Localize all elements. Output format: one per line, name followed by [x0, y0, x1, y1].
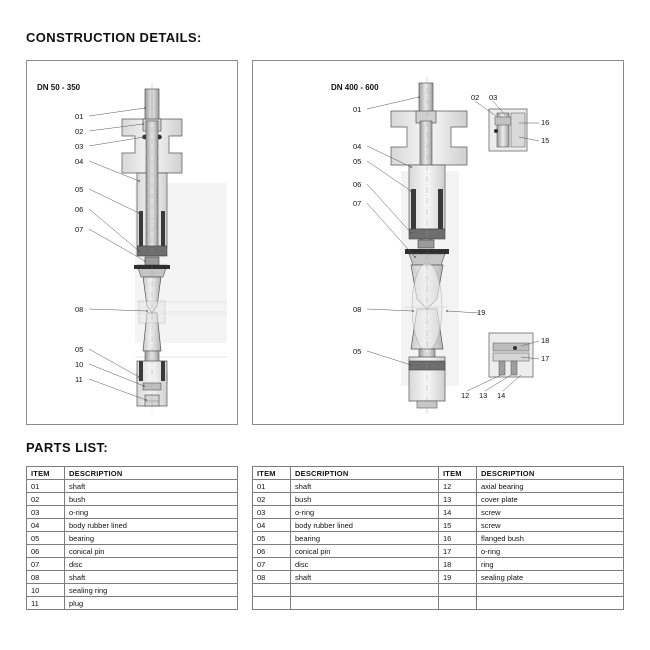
cell-item-1: 02: [253, 493, 291, 506]
cell-description-1: o-ring: [291, 506, 439, 519]
page-title-parts-list: PARTS LIST:: [26, 440, 109, 455]
table-row: [27, 493, 238, 506]
callout-left-07: 07: [75, 225, 84, 234]
cell-item: 02: [27, 493, 65, 506]
callout-right-06: 06: [353, 180, 362, 189]
cell-description-2: flanged bush: [477, 532, 624, 545]
table-row: [253, 532, 624, 545]
table-row: [27, 519, 238, 532]
table-row: [253, 480, 624, 493]
cell-description-1: [291, 584, 439, 597]
cell-description-1: body rubber lined: [291, 519, 439, 532]
callout-right-05-upper: 05: [353, 157, 362, 166]
cell-item: 08: [27, 571, 65, 584]
column-header-item-2: ITEM: [439, 467, 477, 480]
cell-item-2: [439, 597, 477, 610]
table-row: [253, 545, 624, 558]
callout-right-04: 04: [353, 142, 362, 151]
column-header-description-2: DESCRIPTION: [477, 467, 624, 480]
callout-right-08: 08: [353, 305, 362, 314]
cell-item-2: 12: [439, 480, 477, 493]
cell-description: bush: [65, 493, 238, 506]
cell-item: 05: [27, 532, 65, 545]
cell-description: body rubber lined: [65, 519, 238, 532]
cell-description-2: ring: [477, 558, 624, 571]
callout-left-08: 08: [75, 305, 84, 314]
column-header-description-1: DESCRIPTION: [291, 467, 439, 480]
table-row: [27, 506, 238, 519]
column-header-description: DESCRIPTION: [65, 467, 238, 480]
table-row: [27, 558, 238, 571]
valve-cross-section-dn50-350: [27, 61, 239, 426]
callout-right-19: 19: [477, 308, 486, 317]
callout-left-10: 10: [75, 360, 84, 369]
callout-right-02: 02: [471, 93, 480, 102]
table-row: [27, 545, 238, 558]
cell-item-2: 16: [439, 532, 477, 545]
table-row: [27, 532, 238, 545]
cell-item-1: 08: [253, 571, 291, 584]
callout-left-03: 03: [75, 142, 84, 151]
cell-item-2: 15: [439, 519, 477, 532]
table-row: [253, 597, 624, 610]
page-title-construction-details: CONSTRUCTION DETAILS:: [26, 30, 202, 45]
callout-right-17: 17: [541, 354, 550, 363]
cell-item-2: 18: [439, 558, 477, 571]
cell-description: disc: [65, 558, 238, 571]
cell-description-1: conical pin: [291, 545, 439, 558]
callout-left-02: 02: [75, 127, 84, 136]
cell-description-1: [291, 597, 439, 610]
cell-item-2: 13: [439, 493, 477, 506]
callout-left-05-lower: 05: [75, 345, 84, 354]
table-row: [27, 571, 238, 584]
cell-description-2: o-ring: [477, 545, 624, 558]
callout-right-01: 01: [353, 105, 362, 114]
cell-item-1: 01: [253, 480, 291, 493]
cell-description: sealing ring: [65, 584, 238, 597]
callout-left-04: 04: [75, 157, 84, 166]
cell-description-1: shaft: [291, 571, 439, 584]
cell-description-1: bush: [291, 493, 439, 506]
cell-description: bearing: [65, 532, 238, 545]
cell-description-1: shaft: [291, 480, 439, 493]
cell-item-1: 06: [253, 545, 291, 558]
cell-item-1: 04: [253, 519, 291, 532]
table-header-row: [27, 467, 238, 480]
table-row: [253, 584, 624, 597]
cell-item: 07: [27, 558, 65, 571]
cell-description-1: disc: [291, 558, 439, 571]
parts-list-table-dn400-600: [252, 466, 624, 610]
table-row: [253, 519, 624, 532]
cell-description: shaft: [65, 571, 238, 584]
drawing-frame-dn50-350: [26, 60, 238, 425]
table-row: [253, 571, 624, 584]
cell-description: o-ring: [65, 506, 238, 519]
cell-item: 11: [27, 597, 65, 610]
cell-item-1: 03: [253, 506, 291, 519]
drawing-frame-dn400-600: [252, 60, 624, 425]
cell-item-1: 07: [253, 558, 291, 571]
cell-description-2: cover plate: [477, 493, 624, 506]
cell-description-2: axial bearing: [477, 480, 624, 493]
callout-left-01: 01: [75, 112, 84, 121]
cell-description-2: [477, 584, 624, 597]
cell-description: conical pin: [65, 545, 238, 558]
cell-item: 01: [27, 480, 65, 493]
callout-right-18: 18: [541, 336, 550, 345]
table-row: [253, 493, 624, 506]
column-header-item-1: ITEM: [253, 467, 291, 480]
cell-description-2: [477, 597, 624, 610]
cell-item: 10: [27, 584, 65, 597]
drawing-label-dn50-350: DN 50 - 350: [37, 83, 81, 92]
table-row: [27, 584, 238, 597]
valve-cross-section-dn400-600: [253, 61, 625, 426]
callout-right-15: 15: [541, 136, 550, 145]
table-row: [253, 506, 624, 519]
callout-left-11: 11: [75, 375, 83, 384]
callout-left-05-upper: 05: [75, 185, 84, 194]
cell-description-2: screw: [477, 506, 624, 519]
cell-description-2: screw: [477, 519, 624, 532]
cell-description: plug: [65, 597, 238, 610]
drawing-label-dn400-600: DN 400 - 600: [331, 83, 379, 92]
cell-item-2: 17: [439, 545, 477, 558]
cell-item-2: 14: [439, 506, 477, 519]
cell-item-2: 19: [439, 571, 477, 584]
callout-right-12: 12: [461, 391, 470, 400]
table-header-row: [253, 467, 624, 480]
cell-item: 06: [27, 545, 65, 558]
callout-right-13: 13: [479, 391, 488, 400]
cell-item-1: 05: [253, 532, 291, 545]
cell-item-2: [439, 584, 477, 597]
callout-left-06: 06: [75, 205, 84, 214]
table-row: [27, 597, 238, 610]
cell-description-2: sealing plate: [477, 571, 624, 584]
cell-item: 04: [27, 519, 65, 532]
cell-description-1: bearing: [291, 532, 439, 545]
cell-item-1: [253, 597, 291, 610]
cell-description: shaft: [65, 480, 238, 493]
column-header-item: ITEM: [27, 467, 65, 480]
callout-right-07: 07: [353, 199, 362, 208]
callout-right-05-lower: 05: [353, 347, 362, 356]
cell-item-1: [253, 584, 291, 597]
table-row: [253, 558, 624, 571]
cell-item: 03: [27, 506, 65, 519]
parts-list-table-dn50-350: [26, 466, 238, 610]
table-row: [27, 480, 238, 493]
callout-right-16: 16: [541, 118, 550, 127]
callout-right-03: 03: [489, 93, 498, 102]
callout-right-14: 14: [497, 391, 506, 400]
